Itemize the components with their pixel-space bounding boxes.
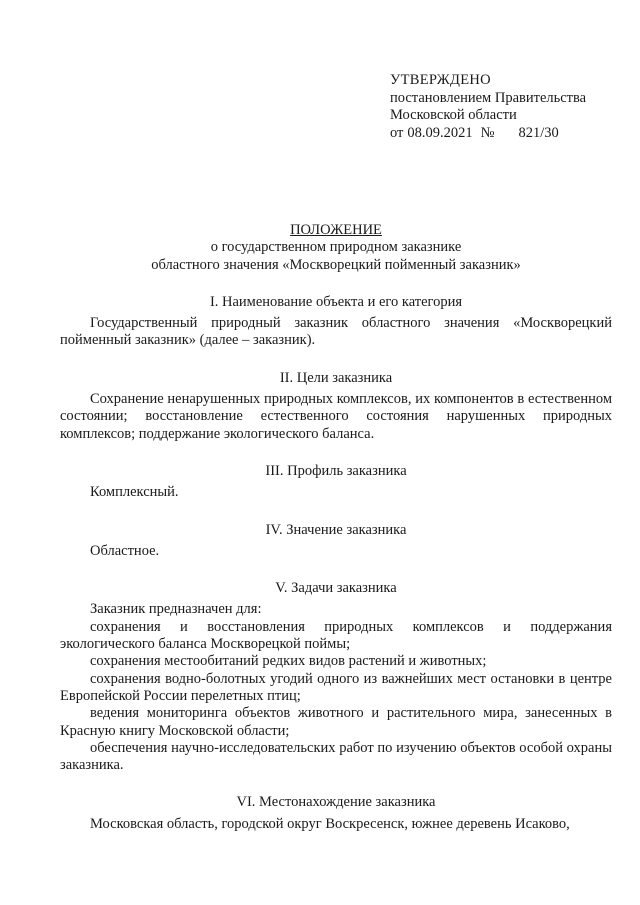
section-paragraph: ведения мониторинга объектов животного и растительного мира, занесенных в Красную книгу Московской области;	[60, 705, 612, 739]
approval-title: УТВЕРЖДЕНО	[390, 72, 491, 88]
section-3	[60, 463, 612, 502]
section-4	[60, 522, 612, 561]
section-1	[60, 294, 612, 350]
section-heading: IV. Значение заказника	[265, 521, 407, 538]
section-paragraph: Государственный природный заказник областного значения «Москворецкий пойменный заказник» (далее – заказник).	[60, 315, 612, 349]
section-paragraph: сохранения местообитаний редких видов растений и животных;	[90, 653, 487, 670]
section-paragraph: Областное.	[90, 542, 160, 559]
section-paragraph: Московская область, городской округ Воскресенск, южнее деревень Исаково,	[90, 815, 570, 832]
document-title-block	[60, 222, 612, 274]
document-title: ПОЛОЖЕНИЕ	[290, 222, 382, 238]
approval-date: 08.09.2021	[407, 124, 473, 141]
section-heading: V. Задачи заказника	[275, 580, 397, 597]
approval-date-prefix: от	[390, 124, 404, 141]
section-heading: III. Профиль заказника	[265, 462, 407, 479]
approval-number-sign: №	[480, 124, 495, 141]
document-body	[60, 222, 612, 833]
section-paragraph: сохранения и восстановления природных комплексов и поддержания экологического баланса Москворецкой поймы;	[60, 618, 612, 653]
document-subtitle-2: областного значения «Москворецкий пойменный заказник»	[151, 256, 521, 273]
section-6	[60, 794, 612, 833]
section-paragraph: Заказник предназначен для:	[90, 601, 262, 618]
section-5	[60, 580, 612, 774]
section-heading: VI. Местонахождение заказника	[236, 794, 436, 811]
approval-date-line	[390, 125, 586, 143]
section-paragraph: обеспечения научно-исследовательских работ по изучению объектов особой охраны заказника.	[60, 739, 612, 774]
document-subtitle-1: о государственном природном заказнике	[210, 239, 462, 256]
section-paragraph: Комплексный.	[90, 484, 179, 501]
approval-line-1: постановлением Правительства	[390, 89, 587, 106]
section-heading: II. Цели заказника	[279, 369, 393, 386]
section-paragraph: сохранения водно-болотных угодий одного из важнейших мест остановки в центре Европейской России перелетных птиц;	[60, 670, 612, 704]
section-paragraph: Сохранение ненарушенных природных комплексов, их компонентов в естественном состоянии; восстановление естественного состояния нарушенных природных комплексов; поддержание экологического баланса.	[60, 391, 612, 442]
section-2	[60, 370, 612, 443]
approval-block	[390, 72, 586, 142]
approval-line-2: Московской области	[390, 107, 517, 123]
section-heading: I. Наименование объекта и его категория	[209, 293, 463, 310]
approval-number: 821/30	[518, 124, 559, 141]
